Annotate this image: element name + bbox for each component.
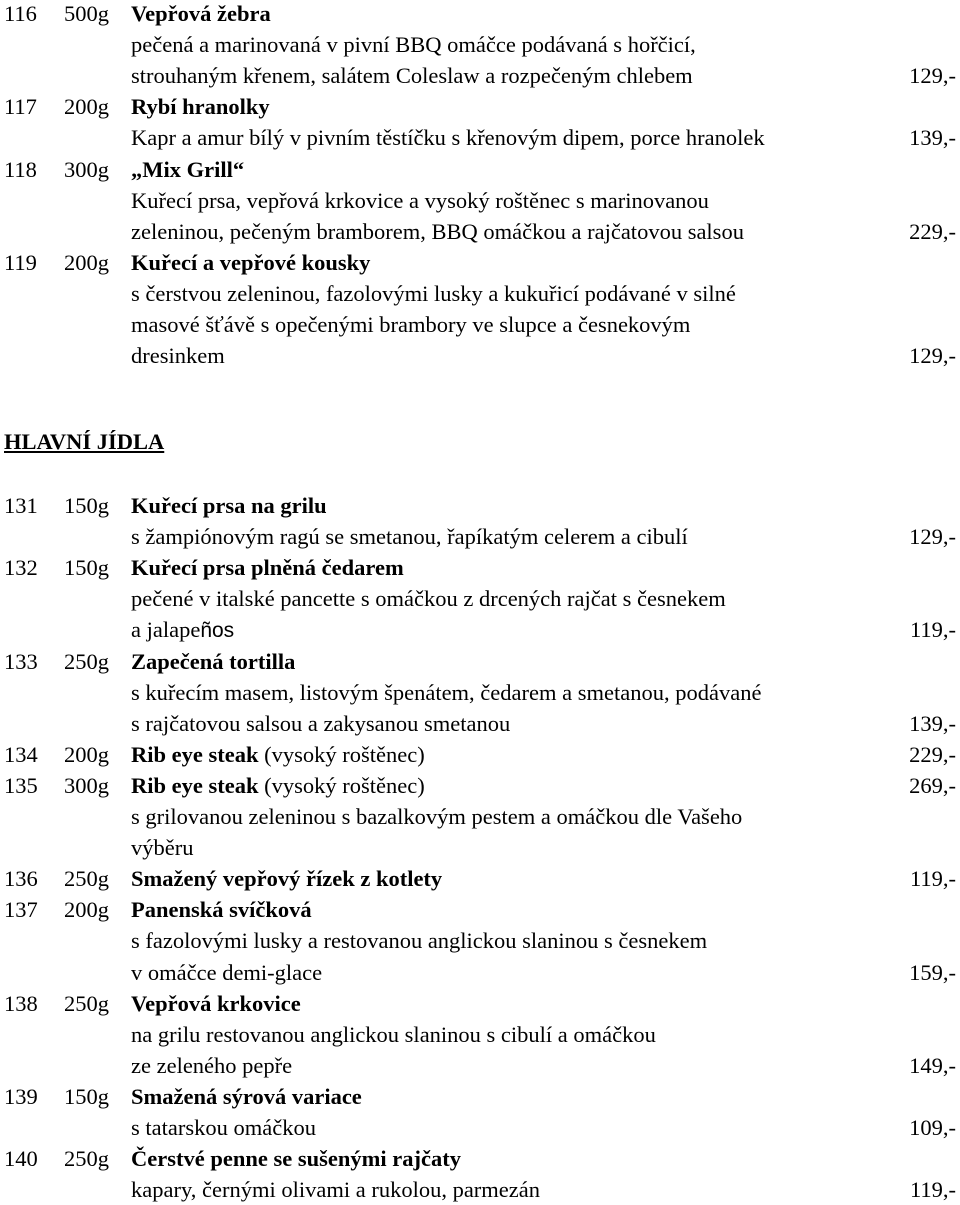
item-number: 132 [4,555,38,581]
item-title [131,247,370,278]
item-price: 129,- [909,343,956,369]
item-price: 129,- [909,524,956,550]
item-name: Rib eye steak [131,741,259,767]
item-description: s fazolovými lusky a restovanou anglickou slaninou s česnekem [131,928,708,954]
menu-item-description-line [0,521,960,552]
item-name: Čerstvé penne se sušenými rajčaty [131,1146,461,1172]
item-name: Rybí hranolky [131,94,270,120]
item-weight: 300g [64,156,109,182]
item-title [131,1081,362,1112]
item-weight: 250g [64,866,109,892]
item-description-fragment: ños [200,619,235,643]
item-title [131,0,271,29]
item-number: 119 [4,249,37,275]
menu-item-description-line [0,583,960,614]
item-weight: 150g [64,493,109,518]
item-title [131,1143,461,1174]
menu-item-header [0,1143,960,1174]
item-name-note: (vysoký roštěnec) [258,772,425,798]
menu-item-description-line [0,1019,960,1050]
menu-item-description-line [0,708,960,739]
menu-item-description-line [0,957,960,988]
item-number: 139 [4,1083,38,1109]
item-number: 117 [4,94,37,120]
item-title [131,988,301,1019]
item-price: 119,- [909,866,956,892]
item-description: s čerstvou zeleninou, fazolovými lusky a kukuřicí podávané v silné [131,280,736,306]
item-price: 229,- [909,741,956,767]
menu-item-header [0,894,960,925]
item-price: 229,- [909,218,956,244]
item-description: strouhaným křenem, salátem Coleslaw a rozpečeným chlebem [131,63,693,89]
item-description: s žampiónovým ragú se smetanou, řapíkatým celerem a cibulí [131,524,688,550]
item-name: Zapečená tortilla [131,648,296,674]
item-number: 134 [4,741,38,767]
item-price: 119,- [909,617,956,643]
item-weight: 200g [64,94,109,120]
menu-item-header [0,154,960,185]
item-weight: 300g [64,772,109,798]
menu-item-header [0,91,960,122]
item-description: ze zeleného pepře [131,1052,293,1078]
item-weight: 150g [64,555,109,581]
item-description: v omáčce demi-glace [131,959,323,985]
item-price: 119,- [909,1177,956,1203]
item-title [131,91,270,122]
item-price: 139,- [909,710,956,736]
item-title [131,490,327,521]
item-name: Kuřecí a vepřové kousky [131,249,371,275]
item-description: s tatarskou omáčkou [131,1115,316,1140]
item-name: Vepřová žebra [131,1,271,26]
menu-item-description-line [0,614,960,645]
menu-item-header [0,247,960,278]
item-name: Rib eye steak [131,772,259,798]
item-weight: 250g [64,1146,109,1172]
item-description: s grilovanou zeleninou s bazalkovým pestem a omáčkou dle Vašeho [131,804,743,829]
item-title [131,552,404,583]
menu-item-header [0,490,960,521]
item-name: „Mix Grill“ [131,156,245,182]
menu-item-header [0,0,960,29]
menu-item-description-line [0,340,960,371]
menu-item-header [0,988,960,1019]
item-description: s kuřecím masem, listovým špenátem, čedarem a smetanou, podávané [131,679,762,705]
item-title [131,646,295,677]
item-name: Smažená sýrová variace [131,1083,362,1109]
menu-item-description-line [0,1112,960,1143]
menu-item-description-line [0,677,960,708]
item-number: 118 [4,156,37,182]
item-description: masové šťávě s opečenými brambory ve slupce a česnekovým [131,312,691,337]
item-number: 135 [4,772,38,798]
item-number: 116 [4,1,37,26]
item-description: pečená a marinovaná v pivní BBQ omáčce podávaná s hořčicí, [131,32,696,58]
item-weight: 200g [64,249,109,275]
menu-item-description-line [0,60,960,91]
menu-item-description-line [0,216,960,247]
menu-item-header [0,1081,960,1112]
item-title [131,770,425,801]
item-description: Kuřecí prsa, vepřová krkovice a vysoký roštěnec s marinovanou [131,187,709,213]
menu-item-header [0,646,960,677]
item-description: s rajčatovou salsou a zakysanou smetanou [131,710,511,736]
menu-item-header [0,739,960,770]
item-price: 109,- [909,1115,956,1140]
item-description: Kapr a amur bílý v pivním těstíčku s křenovým dipem, porce hranolek [131,125,765,151]
item-description: dresinkem [131,343,225,369]
item-price: 129,- [909,63,956,89]
section-heading: HLAVNÍ JÍDLA [4,429,165,454]
menu-item-description-line [0,1050,960,1081]
item-price: 149,- [909,1052,956,1078]
item-name-note: (vysoký roštěnec) [258,741,425,767]
item-name: Vepřová krkovice [131,990,301,1016]
menu-item-header [0,863,960,894]
menu-item-header [0,552,960,583]
item-number: 138 [4,990,38,1016]
menu-item-description-line [0,185,960,216]
menu-item-description-line [0,278,960,309]
item-name: Kuřecí prsa plněná čedarem [131,555,404,581]
item-price: 139,- [909,125,956,151]
item-name: Smažený vepřový řízek z kotlety [131,866,443,892]
item-description: na grilu restovanou anglickou slaninou s cibulí a omáčkou [131,1021,656,1047]
item-number: 136 [4,866,38,892]
menu-item-description-line [0,1174,960,1205]
item-description: a jalapeños [131,617,235,643]
item-name: Panenská svíčková [131,897,312,923]
item-price: 269,- [909,772,956,798]
item-number: 131 [4,493,38,518]
item-weight: 500g [64,1,109,26]
menu-item-description-line [0,925,960,956]
menu-item-description-line [0,29,960,60]
item-weight: 250g [64,990,109,1016]
item-weight: 150g [64,1083,109,1109]
item-number: 137 [4,897,38,923]
item-weight: 250g [64,648,109,674]
item-description: zeleninou, pečeným bramborem, BBQ omáčkou a rajčatovou salsou [131,218,744,244]
menu-item-header [0,770,960,801]
item-weight: 200g [64,897,109,923]
item-number: 133 [4,648,38,674]
item-weight: 200g [64,741,109,767]
item-description: pečené v italské pancette s omáčkou z drcených rajčat s česnekem [131,586,726,612]
item-name: Kuřecí prsa na grilu [131,493,327,518]
menu-item-description-line [0,309,960,340]
item-price: 159,- [909,959,956,985]
item-description: kapary, černými olivami a rukolou, parmezán [131,1177,541,1203]
item-title [131,154,244,185]
item-number: 140 [4,1146,38,1172]
menu-item-description-line [0,832,960,863]
menu-item-description-line [0,801,960,832]
item-title [131,739,425,770]
item-title [131,863,442,894]
item-title [131,894,312,925]
item-description: výběru [131,835,194,861]
menu-item-description-line [0,122,960,153]
